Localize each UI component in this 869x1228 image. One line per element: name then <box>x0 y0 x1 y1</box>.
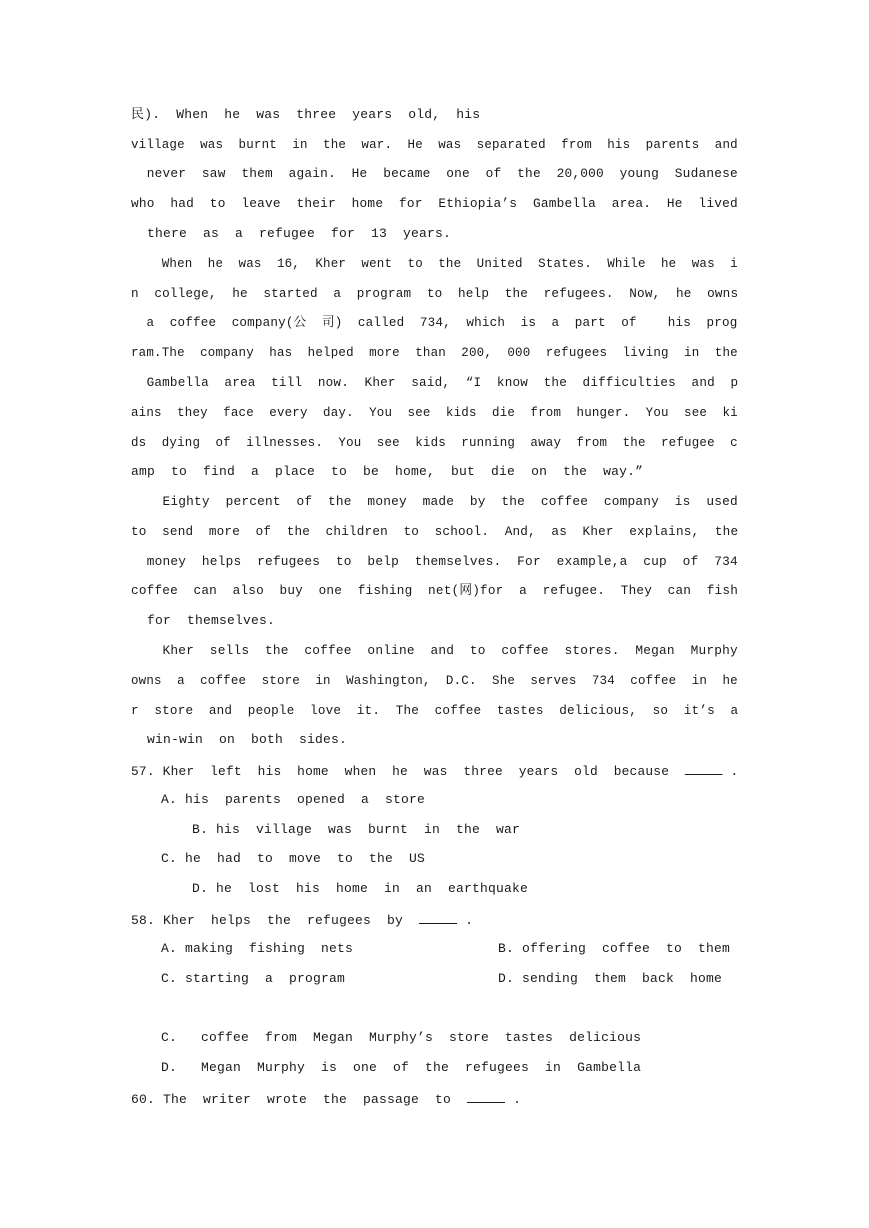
passage-line: Eighty percent of the money made by the coffee company is used <box>131 494 738 509</box>
question-stem-end: . <box>465 913 474 928</box>
passage-line: Gambella area till now. Kher said, “I know the difficulties and p <box>131 375 739 390</box>
option-b: B. offering coffee to them <box>498 941 731 956</box>
passage-line: there as a refugee for 13 years. <box>131 226 452 241</box>
question-stem-end: . <box>730 764 739 779</box>
passage-line: to send more of the children to school. And, as Kher explains, the <box>131 524 739 539</box>
answer-blank <box>467 1090 505 1103</box>
passage-line: Kher sells the coffee online and to coffee stores. Megan Murphy <box>131 643 738 658</box>
option-d: D. he lost his home in an earthquake <box>192 881 529 896</box>
option-b: B. his village was burnt in the war <box>192 822 521 837</box>
question-stem-end: . <box>513 1092 522 1107</box>
passage-line: win-win on both sides. <box>131 732 348 747</box>
passage-line: 民). When he was three years old, his <box>131 107 481 122</box>
passage-line: ram.The company has helped more than 200, 000 refugees living in the <box>131 345 738 360</box>
passage-line: money helps refugees to belp themselves. For example,a cup of 734 <box>131 554 738 569</box>
passage-line: When he was 16, Kher went to the United States. While he was i <box>131 256 738 271</box>
passage-line: coffee can also buy one fishing net(网)for a refugee. They can fish <box>131 583 739 598</box>
option-c: C. starting a program <box>161 971 346 986</box>
passage-line: ds dying of illnesses. You see kids running away from the refugee c <box>131 435 738 450</box>
option-d: D. sending them back home <box>498 971 723 986</box>
option-a: A. making fishing nets <box>161 941 354 956</box>
option-c: C. coffee from Megan Murphy’s store tastes delicious <box>161 1030 642 1045</box>
passage-line: n college, he started a program to help the refugees. Now, he owns <box>131 286 739 301</box>
passage-line: r store and people love it. The coffee tastes delicious, so it’s a <box>131 703 739 718</box>
question-stem-text: 60. The writer wrote the passage to <box>131 1092 452 1107</box>
answer-blank <box>419 911 457 924</box>
question-stem <box>131 911 473 927</box>
question-stem-text: 58. Kher helps the refugees by <box>131 913 404 928</box>
passage-line: never saw them again. He became one of the 20,000 young Sudanese <box>131 166 738 181</box>
option-d: D. Megan Murphy is one of the refugees in Gambella <box>161 1060 642 1075</box>
option-c: C. he had to move to the US <box>161 851 426 866</box>
question-stem <box>131 1090 521 1106</box>
passage-line: for themselves. <box>131 613 276 628</box>
passage-line: owns a coffee store in Washington, D.C. She serves 734 coffee in he <box>131 673 738 688</box>
passage-line: village was burnt in the war. He was separated from his parents and <box>131 137 738 152</box>
question-stem <box>131 762 738 778</box>
question-stem-text: 57. Kher left his home when he was three years old because <box>131 764 670 779</box>
passage-line: amp to find a place to be home, but die on the way.” <box>131 464 644 479</box>
passage-line: a coffee company(公 司) called 734, which is a part of his prog <box>131 315 738 330</box>
passage-line: ains they face every day. You see kids die from hunger. You see ki <box>131 405 738 420</box>
option-a: A. his parents opened a store <box>161 792 426 807</box>
passage-line: who had to leave their home for Ethiopia’s Gambella area. He lived <box>131 196 738 211</box>
answer-blank <box>685 762 723 775</box>
